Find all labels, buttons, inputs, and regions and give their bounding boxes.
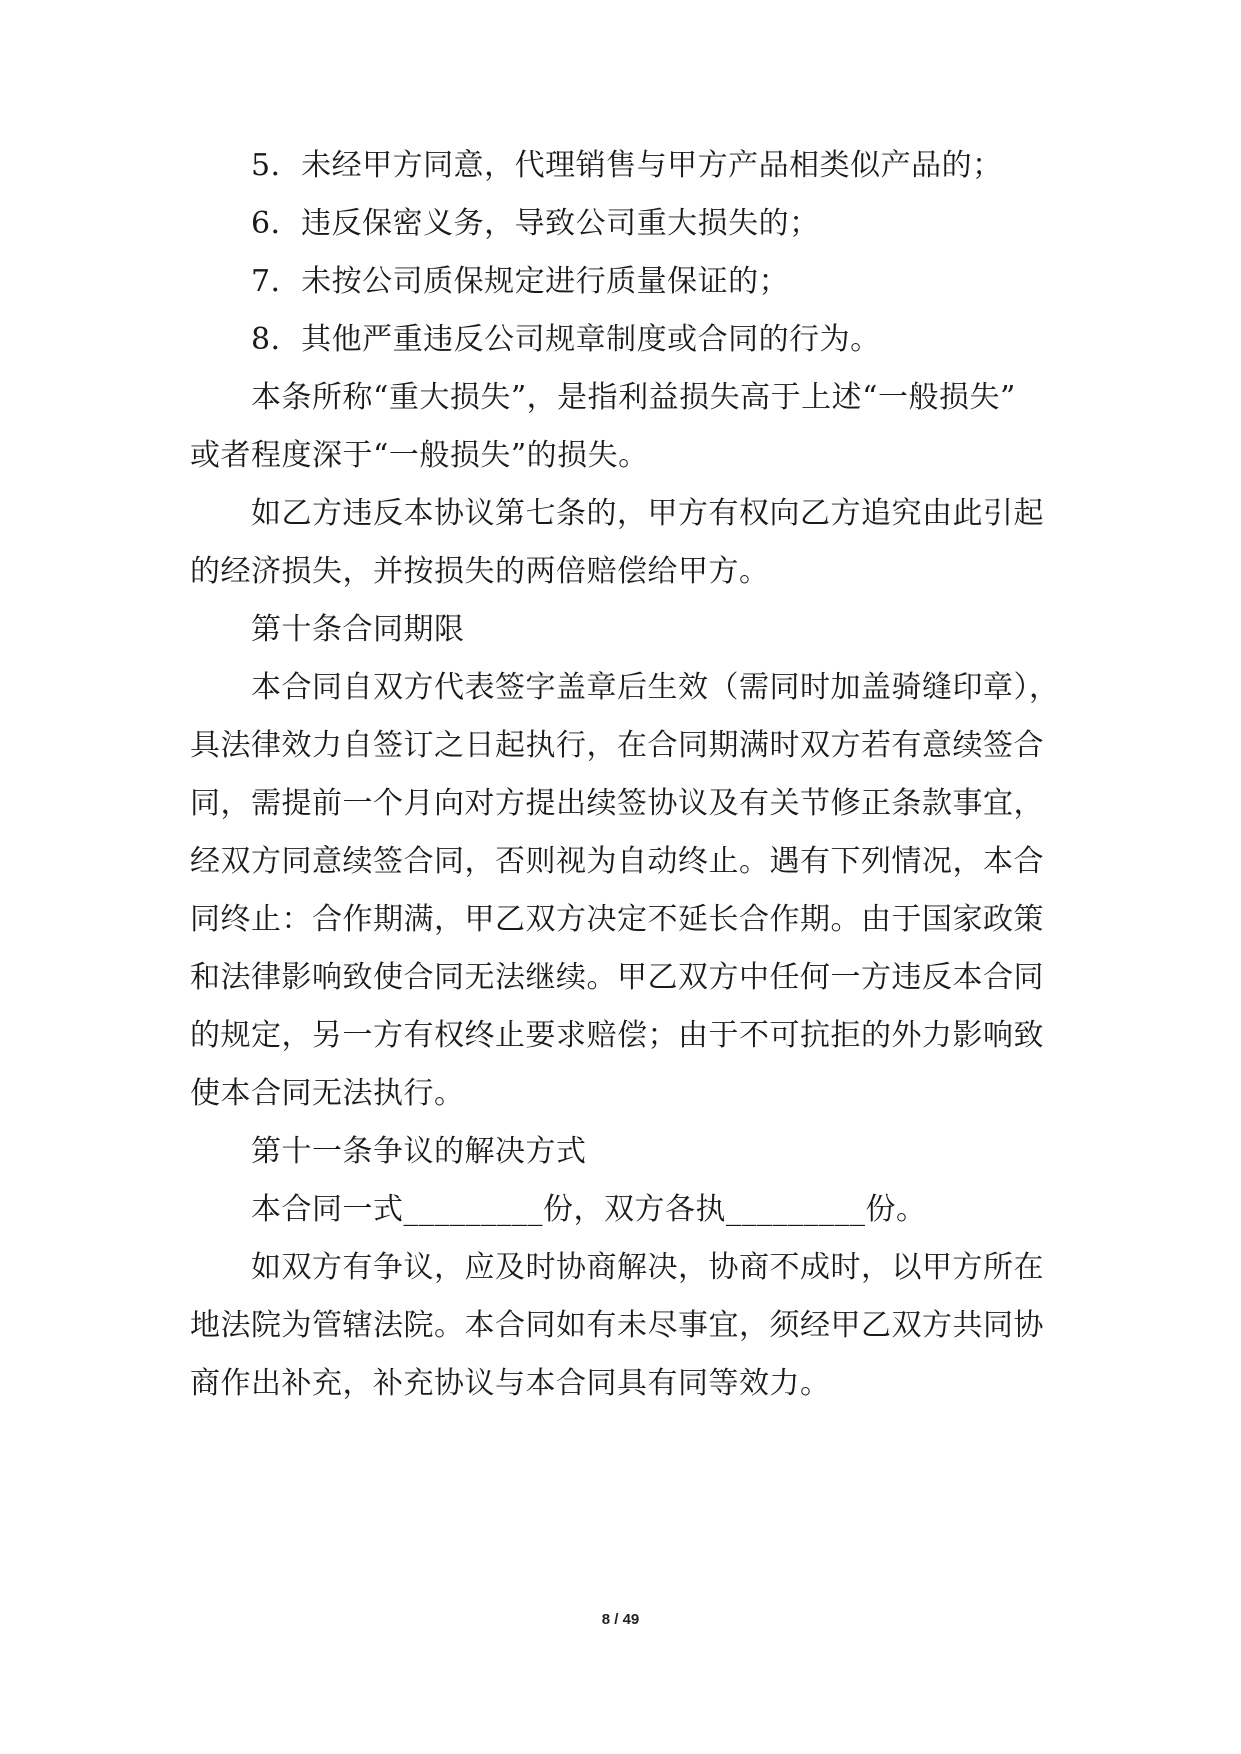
paragraph-line: 具法律效力自签订之日起执行，在合同期满时双方若有意续签合	[190, 728, 1044, 763]
paragraph-line: 如乙方违反本协议第七条的，甲方有权向乙方追究由此引起	[251, 496, 1044, 531]
paragraph-line: 商作出补充，补充协议与本合同具有同等效力。	[190, 1366, 831, 1401]
section-heading: 第十一条争议的解决方式	[251, 1134, 587, 1169]
paragraph-line: 同终止：合作期满，甲乙双方决定不延长合作期。由于国家政策	[190, 902, 1044, 937]
paragraph-line: 或者程度深于“一般损失”的损失。	[190, 438, 649, 473]
clause-item-8: 8．其他严重违反公司规章制度或合同的行为。	[251, 322, 881, 357]
paragraph-line: 如双方有争议，应及时协商解决，协商不成时，以甲方所在	[251, 1250, 1044, 1285]
copies-line: 本合同一式_________份，双方各执_________份。	[251, 1192, 927, 1227]
paragraph-line: 使本合同无法执行。	[190, 1076, 465, 1111]
section-heading: 第十条合同期限	[251, 612, 465, 647]
paragraph-line: 地法院为管辖法院。本合同如有未尽事宜，须经甲乙双方共同协	[190, 1308, 1044, 1343]
paragraph-line: 同，需提前一个月向对方提出续签协议及有关节修正条款事宜，	[190, 786, 1044, 821]
paragraph-line: 和法律影响致使合同无法继续。甲乙双方中任何一方违反本合同	[190, 960, 1044, 995]
page-number: 8 / 49	[601, 1611, 640, 1628]
clause-item-7: 7．未按公司质保规定进行质量保证的；	[251, 264, 790, 299]
paragraph-line: 经双方同意续签合同，否则视为自动终止。遇有下列情况，本合	[190, 844, 1044, 879]
paragraph-line: 的规定，另一方有权终止要求赔偿；由于不可抗拒的外力影响致	[190, 1018, 1044, 1053]
clause-item-5: 5．未经甲方同意，代理销售与甲方产品相类似产品的；	[251, 148, 1003, 183]
paragraph-line: 的经济损失，并按损失的两倍赔偿给甲方。	[190, 554, 770, 589]
paragraph-line: 本合同自双方代表签字盖章后生效（需同时加盖骑缝印章），	[251, 670, 1060, 705]
clause-item-6: 6．违反保密义务，导致公司重大损失的；	[251, 206, 820, 241]
paragraph-line: 本条所称“重大损失”，是指利益损失高于上述“一般损失”	[251, 380, 1016, 415]
